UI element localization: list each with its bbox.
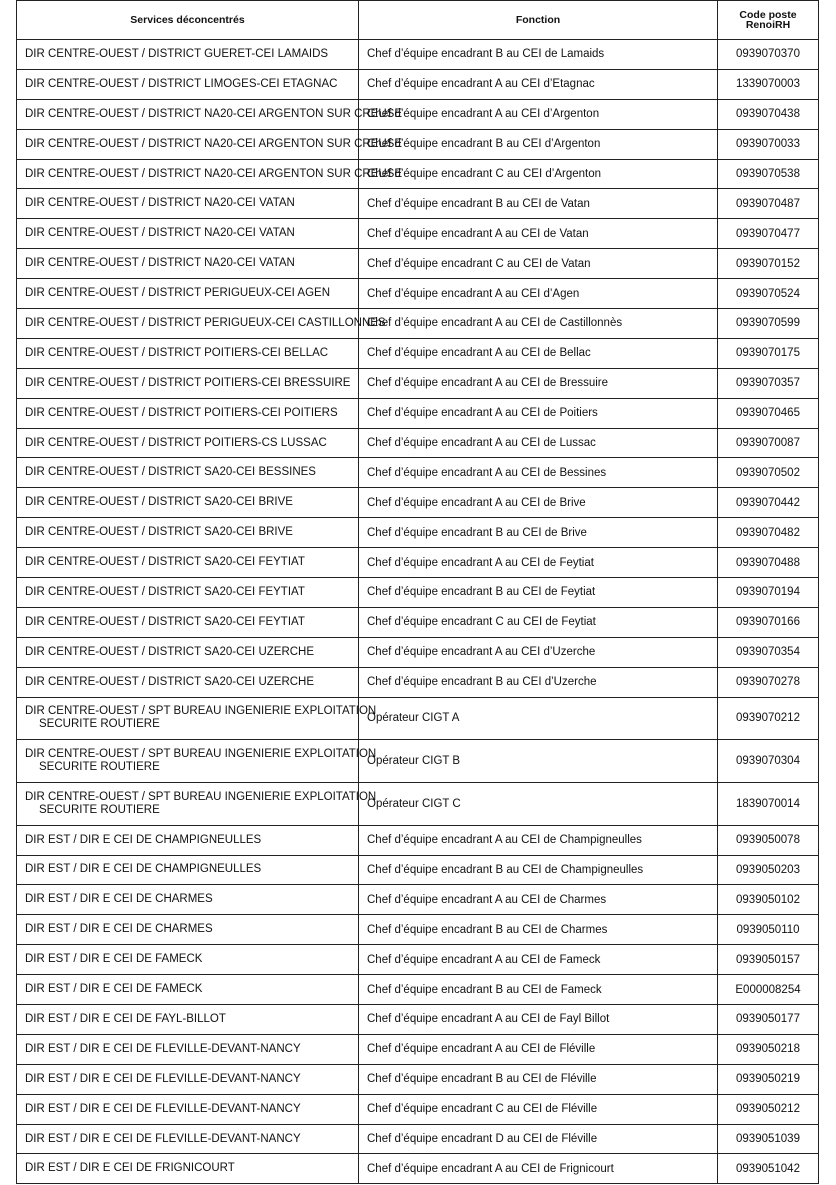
service-text: SECURITE ROUTIERE — [39, 803, 160, 816]
service-cell — [17, 368, 359, 398]
code-poste-cell: 0939070488 — [718, 548, 819, 578]
service-text: DIR CENTRE-OUEST / DISTRICT PERIGUEUX-CEI AGEN — [25, 287, 331, 300]
code-poste-cell: 0939070502 — [718, 458, 819, 488]
table-row — [17, 607, 819, 637]
table-row — [17, 637, 819, 667]
fonction-cell: Chef d’équipe encadrant A au CEI de Brive — [359, 488, 718, 518]
header-fonction: Fonction — [359, 1, 718, 40]
fonction-cell: Chef d’équipe encadrant C au CEI de Feytiat — [359, 607, 718, 637]
fonction-cell: Chef d’équipe encadrant A au CEI de Bressuire — [359, 368, 718, 398]
table-row — [17, 488, 819, 518]
service-cell — [17, 219, 359, 249]
service-text: DIR CENTRE-OUEST / DISTRICT SA20-CEI UZERCHE — [25, 675, 315, 688]
code-poste-cell: 1339070003 — [718, 69, 819, 99]
code-poste-cell: 0939070438 — [718, 99, 819, 129]
fonction-cell: Chef d’équipe encadrant A au CEI de Lussac — [359, 428, 718, 458]
service-cell — [17, 159, 403, 189]
fonction-cell: Chef d’équipe encadrant A au CEI de Champigneulles — [359, 825, 718, 855]
service-text: DIR CENTRE-OUEST / DISTRICT PERIGUEUX-CEI CASTILLONNES — [25, 316, 386, 329]
table-row — [17, 697, 819, 740]
code-poste-cell: 0939070477 — [718, 219, 819, 249]
fonction-cell: Chef d’équipe encadrant A au CEI d’Etagnac — [359, 69, 718, 99]
service-cell — [17, 189, 359, 219]
fonction-cell: Chef d’équipe encadrant C au CEI de Vatan — [359, 249, 718, 279]
code-poste-cell: 0939051042 — [718, 1154, 819, 1184]
code-poste-cell: E000008254 — [718, 975, 819, 1005]
code-poste-cell: 0939050102 — [718, 885, 819, 915]
service-text: DIR EST / DIR E CEI DE FRIGNICOURT — [25, 1162, 235, 1175]
service-cell — [17, 915, 359, 945]
code-poste-cell: 0939070304 — [718, 740, 819, 783]
service-cell — [17, 578, 359, 608]
code-poste-cell: 0939070087 — [718, 428, 819, 458]
table-row — [17, 782, 819, 825]
code-poste-cell: 0939070278 — [718, 667, 819, 697]
code-poste-cell: 0939050110 — [718, 915, 819, 945]
code-poste-cell: 0939050212 — [718, 1094, 819, 1124]
code-poste-cell: 0939070194 — [718, 578, 819, 608]
fonction-cell: Chef d’équipe encadrant A au CEI de Frignicourt — [359, 1154, 718, 1184]
service-cell — [17, 338, 359, 368]
fonction-cell: Chef d’équipe encadrant D au CEI de Fléville — [359, 1124, 718, 1154]
service-cell — [17, 825, 359, 855]
service-cell — [17, 518, 359, 548]
service-text: DIR CENTRE-OUEST / DISTRICT SA20-CEI BESSINES — [25, 466, 316, 479]
service-text: DIR CENTRE-OUEST / DISTRICT POITIERS-CEI BELLAC — [25, 346, 329, 359]
service-cell — [17, 1064, 359, 1094]
fonction-cell: Chef d’équipe encadrant B au CEI de Fameck — [359, 975, 718, 1005]
service-cell — [17, 945, 359, 975]
service-text: DIR CENTRE-OUEST / SPT BUREAU INGENIERIE EXPLOITATION — [25, 790, 377, 803]
service-cell — [17, 40, 359, 70]
table-row — [17, 99, 819, 129]
service-text: DIR CENTRE-OUEST / DISTRICT POITIERS-CS LUSSAC — [25, 436, 327, 449]
code-poste-cell: 0939070487 — [718, 189, 819, 219]
service-cell — [17, 548, 359, 578]
fonction-cell: Chef d’équipe encadrant A au CEI de Fléville — [359, 1034, 718, 1064]
header-code-line1: Code poste — [739, 9, 797, 21]
service-cell — [17, 428, 359, 458]
service-text: DIR EST / DIR E CEI DE FLEVILLE-DEVANT-NANCY — [25, 1102, 301, 1115]
code-poste-cell: 0939070538 — [718, 159, 819, 189]
fonction-cell: Chef d’équipe encadrant A au CEI de Fameck — [359, 945, 718, 975]
table-header-row — [17, 1, 819, 40]
fonction-cell: Chef d’équipe encadrant A au CEI de Vatan — [359, 219, 718, 249]
fonction-cell: Chef d’équipe encadrant A au CEI de Castillonnès — [359, 309, 718, 339]
fonction-cell: Chef d’équipe encadrant A au CEI de Bessines — [359, 458, 718, 488]
fonction-cell: Chef d’équipe encadrant A au CEI de Bellac — [359, 338, 718, 368]
code-poste-cell: 0939070357 — [718, 368, 819, 398]
header-code-poste — [718, 1, 819, 40]
fonction-cell: Chef d’équipe encadrant B au CEI de Feytiat — [359, 578, 718, 608]
table-row — [17, 1034, 819, 1064]
fonction-cell: Opérateur CIGT B — [359, 740, 718, 783]
table-row — [17, 885, 819, 915]
service-cell — [17, 607, 359, 637]
service-cell — [17, 279, 359, 309]
table-row — [17, 1064, 819, 1094]
service-cell — [17, 99, 403, 129]
service-cell — [17, 975, 359, 1005]
service-text: SECURITE ROUTIERE — [39, 761, 160, 774]
table-row — [17, 825, 819, 855]
code-poste-cell: 0939070465 — [718, 398, 819, 428]
service-text: DIR CENTRE-OUEST / SPT BUREAU INGENIERIE EXPLOITATION — [25, 705, 377, 718]
service-text: DIR CENTRE-OUEST / DISTRICT SA20-CEI FEYTIAT — [25, 615, 305, 628]
table-row — [17, 338, 819, 368]
fonction-cell: Chef d’équipe encadrant B au CEI d’Uzerche — [359, 667, 718, 697]
code-poste-cell: 0939070152 — [718, 249, 819, 279]
service-cell — [17, 458, 359, 488]
service-text: DIR CENTRE-OUEST / SPT BUREAU INGENIERIE EXPLOITATION — [25, 748, 377, 761]
code-poste-cell: 0939051039 — [718, 1124, 819, 1154]
service-text: DIR CENTRE-OUEST / DISTRICT SA20-CEI BRIVE — [25, 526, 293, 539]
service-text: DIR CENTRE-OUEST / DISTRICT NA20-CEI ARGENTON SUR CREUSE — [25, 167, 403, 180]
service-text: DIR CENTRE-OUEST / DISTRICT GUERET-CEI LAMAIDS — [25, 47, 329, 60]
table-row — [17, 1124, 819, 1154]
service-text: DIR EST / DIR E CEI DE CHAMPIGNEULLES — [25, 833, 262, 846]
table-row — [17, 945, 819, 975]
code-poste-cell: 0939070599 — [718, 309, 819, 339]
service-cell — [17, 740, 377, 783]
service-cell — [17, 637, 359, 667]
service-cell — [17, 129, 403, 159]
code-poste-cell: 0939050218 — [718, 1034, 819, 1064]
table-row — [17, 1005, 819, 1035]
service-text: DIR CENTRE-OUEST / DISTRICT SA20-CEI FEYTIAT — [25, 585, 305, 598]
table-row — [17, 1094, 819, 1124]
table-row — [17, 40, 819, 70]
table-row — [17, 249, 819, 279]
code-poste-cell: 0939070442 — [718, 488, 819, 518]
fonction-cell: Chef d’équipe encadrant B au CEI de Vatan — [359, 189, 718, 219]
code-poste-cell: 0939070524 — [718, 279, 819, 309]
fonction-cell: Chef d’équipe encadrant A au CEI de Poitiers — [359, 398, 718, 428]
service-text: DIR CENTRE-OUEST / DISTRICT SA20-CEI BRIVE — [25, 496, 293, 509]
table-row — [17, 548, 819, 578]
fonction-cell: Chef d’équipe encadrant A au CEI de Feytiat — [359, 548, 718, 578]
service-text: DIR EST / DIR E CEI DE CHARMES — [25, 923, 213, 936]
service-text: DIR EST / DIR E CEI DE FLEVILLE-DEVANT-NANCY — [25, 1042, 301, 1055]
table-row — [17, 398, 819, 428]
code-poste-cell: 0939050203 — [718, 855, 819, 885]
service-cell — [17, 1034, 359, 1064]
service-cell — [17, 1154, 359, 1184]
service-cell — [17, 1094, 359, 1124]
table-row — [17, 309, 819, 339]
service-cell — [17, 69, 359, 99]
table-row — [17, 740, 819, 783]
fonction-cell: Chef d’équipe encadrant A au CEI d’Agen — [359, 279, 718, 309]
code-poste-cell: 0939050078 — [718, 825, 819, 855]
code-poste-cell: 0939050177 — [718, 1005, 819, 1035]
table-row — [17, 667, 819, 697]
table-row — [17, 219, 819, 249]
fonction-cell: Chef d’équipe encadrant A au CEI de Charmes — [359, 885, 718, 915]
service-text: DIR CENTRE-OUEST / DISTRICT NA20-CEI VATAN — [25, 197, 295, 210]
service-text: SECURITE ROUTIERE — [39, 718, 160, 731]
service-text: DIR CENTRE-OUEST / DISTRICT SA20-CEI UZERCHE — [25, 645, 315, 658]
service-text: DIR EST / DIR E CEI DE FAYL-BILLOT — [25, 1012, 226, 1025]
service-text: DIR CENTRE-OUEST / DISTRICT NA20-CEI ARGENTON SUR CREUSE — [25, 137, 403, 150]
table-row — [17, 279, 819, 309]
fonction-cell: Chef d’équipe encadrant B au CEI de Charmes — [359, 915, 718, 945]
fonction-cell: Chef d’équipe encadrant B au CEI de Brive — [359, 518, 718, 548]
code-poste-cell: 0939070166 — [718, 607, 819, 637]
table-row — [17, 578, 819, 608]
service-text: DIR CENTRE-OUEST / DISTRICT POITIERS-CEI POITIERS — [25, 406, 338, 419]
fonction-cell: Chef d’équipe encadrant B au CEI de Champigneulles — [359, 855, 718, 885]
service-cell — [17, 309, 386, 339]
positions-table — [16, 0, 819, 1184]
table-row — [17, 129, 819, 159]
code-poste-cell: 0939070482 — [718, 518, 819, 548]
fonction-cell: Opérateur CIGT A — [359, 697, 718, 740]
fonction-cell: Chef d’équipe encadrant C au CEI d’Argenton — [359, 159, 718, 189]
header-services: Services déconcentrés — [17, 1, 359, 40]
service-cell — [17, 249, 359, 279]
service-text: DIR CENTRE-OUEST / DISTRICT LIMOGES-CEI ETAGNAC — [25, 77, 338, 90]
table-row — [17, 69, 819, 99]
service-cell — [17, 885, 359, 915]
service-cell — [17, 697, 377, 740]
fonction-cell: Chef d’équipe encadrant C au CEI de Fléville — [359, 1094, 718, 1124]
table-row — [17, 975, 819, 1005]
service-text: DIR EST / DIR E CEI DE FAMECK — [25, 983, 203, 996]
table-row — [17, 458, 819, 488]
service-text: DIR EST / DIR E CEI DE FLEVILLE-DEVANT-NANCY — [25, 1072, 301, 1085]
code-poste-cell: 0939070212 — [718, 697, 819, 740]
fonction-cell: Chef d’équipe encadrant A au CEI d’Argenton — [359, 99, 718, 129]
code-poste-cell: 0939070354 — [718, 637, 819, 667]
code-poste-cell: 0939070370 — [718, 40, 819, 70]
code-poste-cell: 1839070014 — [718, 782, 819, 825]
service-text: DIR CENTRE-OUEST / DISTRICT NA20-CEI VATAN — [25, 257, 295, 270]
service-text: DIR CENTRE-OUEST / DISTRICT NA20-CEI ARGENTON SUR CREUSE — [25, 107, 403, 120]
service-cell — [17, 1005, 359, 1035]
table-body — [17, 40, 819, 1184]
table-row — [17, 189, 819, 219]
table-row — [17, 915, 819, 945]
service-text: DIR EST / DIR E CEI DE FLEVILLE-DEVANT-NANCY — [25, 1132, 301, 1145]
service-cell — [17, 667, 359, 697]
fonction-cell: Chef d’équipe encadrant B au CEI de Fléville — [359, 1064, 718, 1094]
code-poste-cell: 0939050157 — [718, 945, 819, 975]
fonction-cell: Opérateur CIGT C — [359, 782, 718, 825]
service-cell — [17, 1124, 359, 1154]
service-cell — [17, 855, 359, 885]
service-text: DIR EST / DIR E CEI DE CHARMES — [25, 893, 213, 906]
header-code-line2: RenoiRH — [745, 19, 791, 31]
fonction-cell: Chef d’équipe encadrant B au CEI de Lamaids — [359, 40, 718, 70]
service-cell — [17, 782, 377, 825]
code-poste-cell: 0939070033 — [718, 129, 819, 159]
code-poste-cell: 0939050219 — [718, 1064, 819, 1094]
service-text: DIR CENTRE-OUEST / DISTRICT POITIERS-CEI BRESSUIRE — [25, 376, 351, 389]
fonction-cell: Chef d’équipe encadrant A au CEI d’Uzerche — [359, 637, 718, 667]
code-poste-cell: 0939070175 — [718, 338, 819, 368]
service-text: DIR EST / DIR E CEI DE CHAMPIGNEULLES — [25, 863, 262, 876]
service-text: DIR CENTRE-OUEST / DISTRICT SA20-CEI FEYTIAT — [25, 556, 305, 569]
fonction-cell: Chef d’équipe encadrant A au CEI de Fayl Billot — [359, 1005, 718, 1035]
table-row — [17, 368, 819, 398]
service-text: DIR EST / DIR E CEI DE FAMECK — [25, 953, 203, 966]
service-cell — [17, 488, 359, 518]
service-cell — [17, 398, 359, 428]
table-row — [17, 855, 819, 885]
table-row — [17, 518, 819, 548]
service-text: DIR CENTRE-OUEST / DISTRICT NA20-CEI VATAN — [25, 227, 295, 240]
fonction-cell: Chef d’équipe encadrant B au CEI d’Argenton — [359, 129, 718, 159]
table-row — [17, 1154, 819, 1184]
table-row — [17, 428, 819, 458]
table-row — [17, 159, 819, 189]
